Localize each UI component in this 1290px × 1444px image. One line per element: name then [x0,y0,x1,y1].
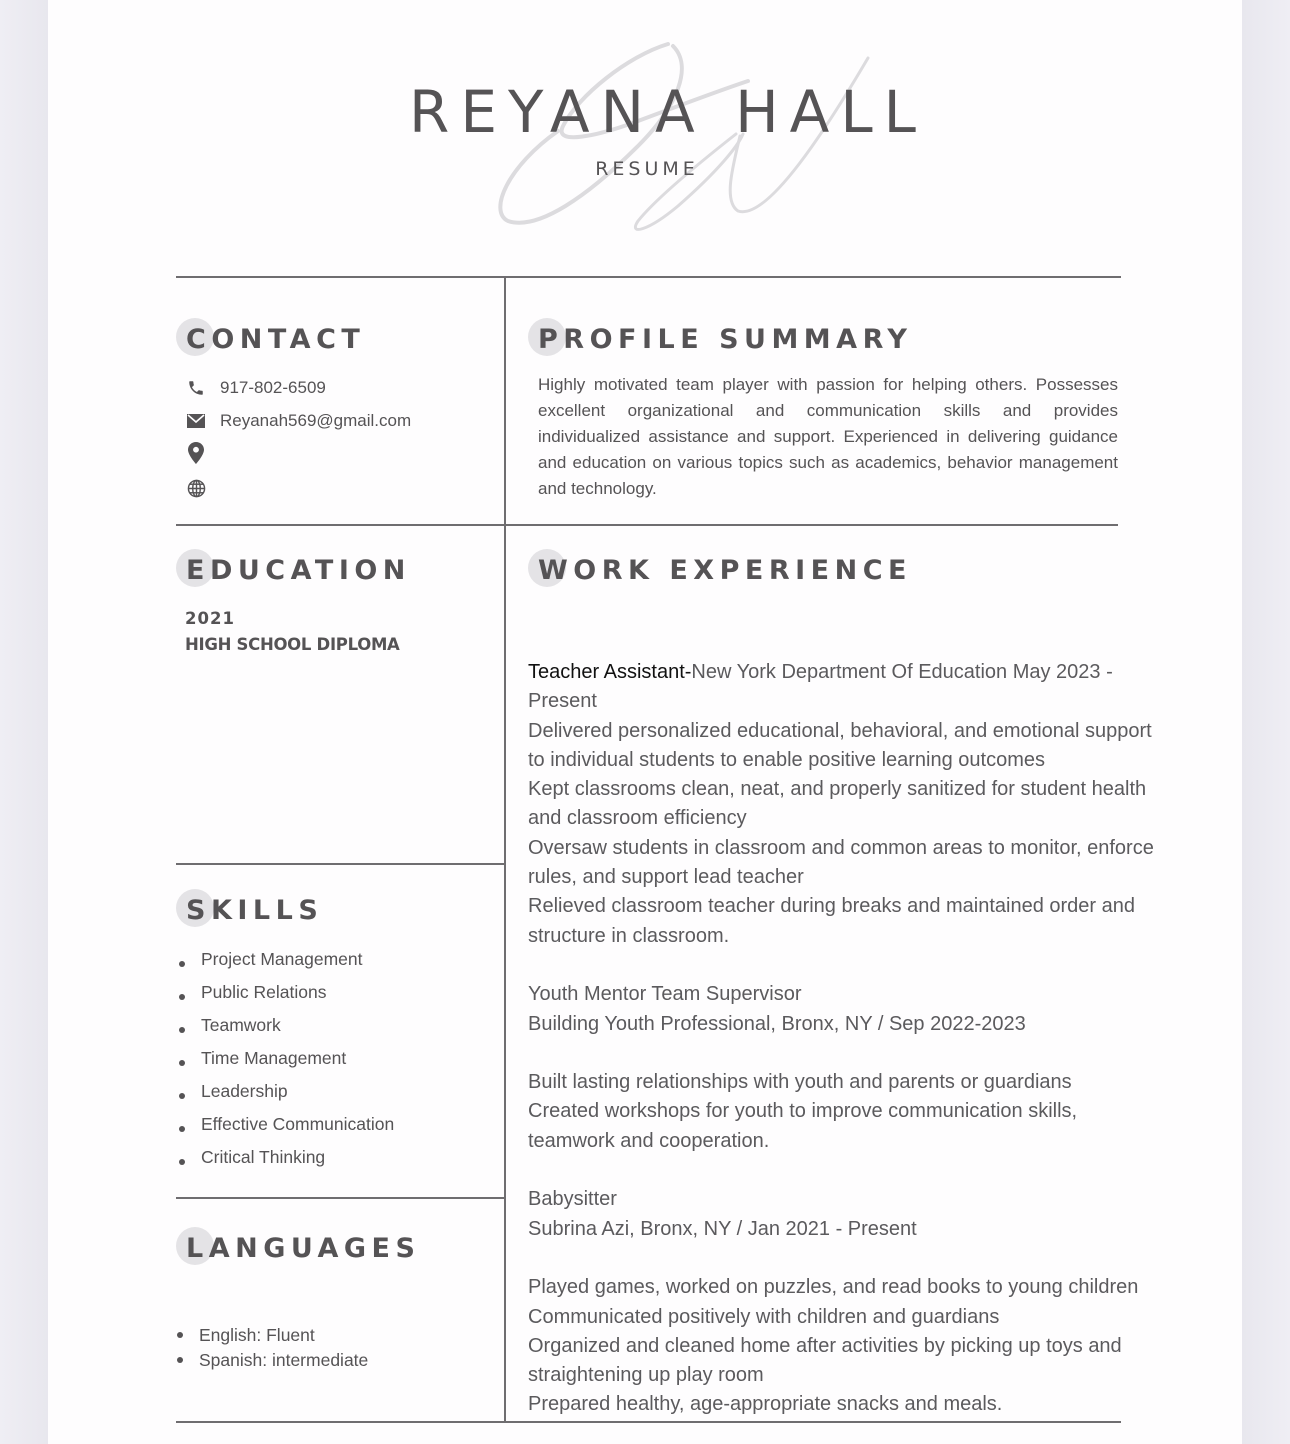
job-org-dates: New York Department Of Education May 2023 - [691,661,1113,683]
bullet-icon [179,994,185,1000]
divider-bottom [176,1421,1121,1423]
job-entry [528,658,1228,951]
job-header [528,658,1228,687]
languages-heading: LANGUAGES [186,1233,420,1264]
job-duty: Organized and cleaned home after activities by picking up toys and [528,1334,1122,1357]
job-title: Teacher Assistant- [528,661,692,683]
contact-location [186,443,220,463]
divider-education-skills [176,863,506,865]
work-experience-heading: WORK EXPERIENCE [538,555,912,586]
job-title: Youth Mentor Team Supervisor [528,983,802,1006]
contact-phone [186,378,326,398]
divider-contact-education [176,524,506,526]
work-experience-body [528,658,1228,1420]
skills-list [176,947,394,1178]
bullet-icon [179,1159,185,1165]
divider-vertical [504,277,506,1423]
email-value[interactable]: Reyanah569@gmail.com [220,411,412,430]
phone-icon [186,378,206,398]
job-duty: Played games, worked on puzzles, and read books to young children [528,1276,1139,1299]
globe-icon [186,478,206,498]
job-duty: Oversaw students in classroom and common areas to monitor, enforce [528,836,1154,859]
job-org-dates: Building Youth Professional, Bronx, NY / Sep 2022-2023 [528,1012,1026,1035]
job-duty: and classroom efficiency [528,807,747,830]
spacer [528,1244,1228,1273]
divider-skills-languages [176,1197,506,1199]
profile-summary-heading: PROFILE SUMMARY [538,324,912,355]
contact-email [186,411,411,431]
job-duty: Communicated positively with children and guardians [528,1305,1000,1328]
spacer [528,951,1228,980]
skill-item: Leadership [176,1079,394,1112]
job-title: Babysitter [528,1188,617,1211]
skills-heading: SKILLS [186,895,323,926]
language-item: English: Fluent [174,1323,368,1348]
skill-item: Project Management [176,947,394,980]
profile-summary-text: Highly motivated team player with passion for helping others. Possesses excellent organizational and communication skills and provides individualized assistance and support. Experienced in delivering guidance and education on various topics such as academics, behavior management and technology. [538,375,1118,498]
spacer [528,1156,1228,1185]
job-duty: rules, and support lead teacher [528,866,804,889]
job-org-dates-cont: Present [528,690,597,713]
skill-item: Critical Thinking [176,1145,394,1178]
education-year: 2021 [185,609,235,628]
job-duty: straightening up play room [528,1364,764,1387]
bullet-icon [179,1027,185,1033]
job-duty: Relieved classroom teacher during breaks and maintained order and [528,895,1136,918]
job-entry [528,1185,1228,1419]
education-degree: HIGH SCHOOL DIPLOMA [185,635,400,654]
skill-item: Public Relations [176,980,394,1013]
education-heading: EDUCATION [186,555,411,586]
envelope-icon [186,411,206,431]
contact-website [186,478,220,498]
contact-heading: CONTACT [186,324,365,355]
phone-value[interactable]: 917-802-6509 [220,378,326,397]
document-subtitle: RESUME [595,158,699,180]
candidate-name: REYANA HALL [409,78,927,146]
skill-item: Effective Communication [176,1112,394,1145]
bullet-icon [179,1126,185,1132]
job-entry [528,980,1228,1156]
languages-list [174,1323,368,1372]
job-org-dates: Subrina Azi, Bronx, NY / Jan 2021 - Present [528,1217,917,1240]
skill-item: Teamwork [176,1013,394,1046]
job-duty: Kept classrooms clean, neat, and properly sanitized for student health [528,778,1147,801]
job-duty: Built lasting relationships with youth and parents or guardians [528,1071,1072,1094]
language-item: Spanish: intermediate [174,1348,368,1373]
job-duty: Delivered personalized educational, behavioral, and emotional support [528,719,1152,742]
spacer [528,1039,1228,1068]
map-pin-icon [186,443,206,463]
bullet-icon [179,1093,185,1099]
resume-page [48,0,1242,1444]
bullet-icon [179,961,185,967]
bullet-icon [179,1060,185,1066]
divider-top [176,276,1121,278]
bullet-icon [177,1332,183,1338]
job-duty: Created workshops for youth to improve communication skills, [528,1100,1078,1123]
bullet-icon [177,1357,183,1363]
job-duty: structure in classroom. [528,924,730,947]
divider-profile-work [504,524,1118,526]
skill-item: Time Management [176,1046,394,1079]
job-duty: teamwork and cooperation. [528,1129,770,1152]
job-duty: Prepared healthy, age-appropriate snacks and meals. [528,1393,1003,1416]
job-duty: to individual students to enable positive learning outcomes [528,748,1045,771]
